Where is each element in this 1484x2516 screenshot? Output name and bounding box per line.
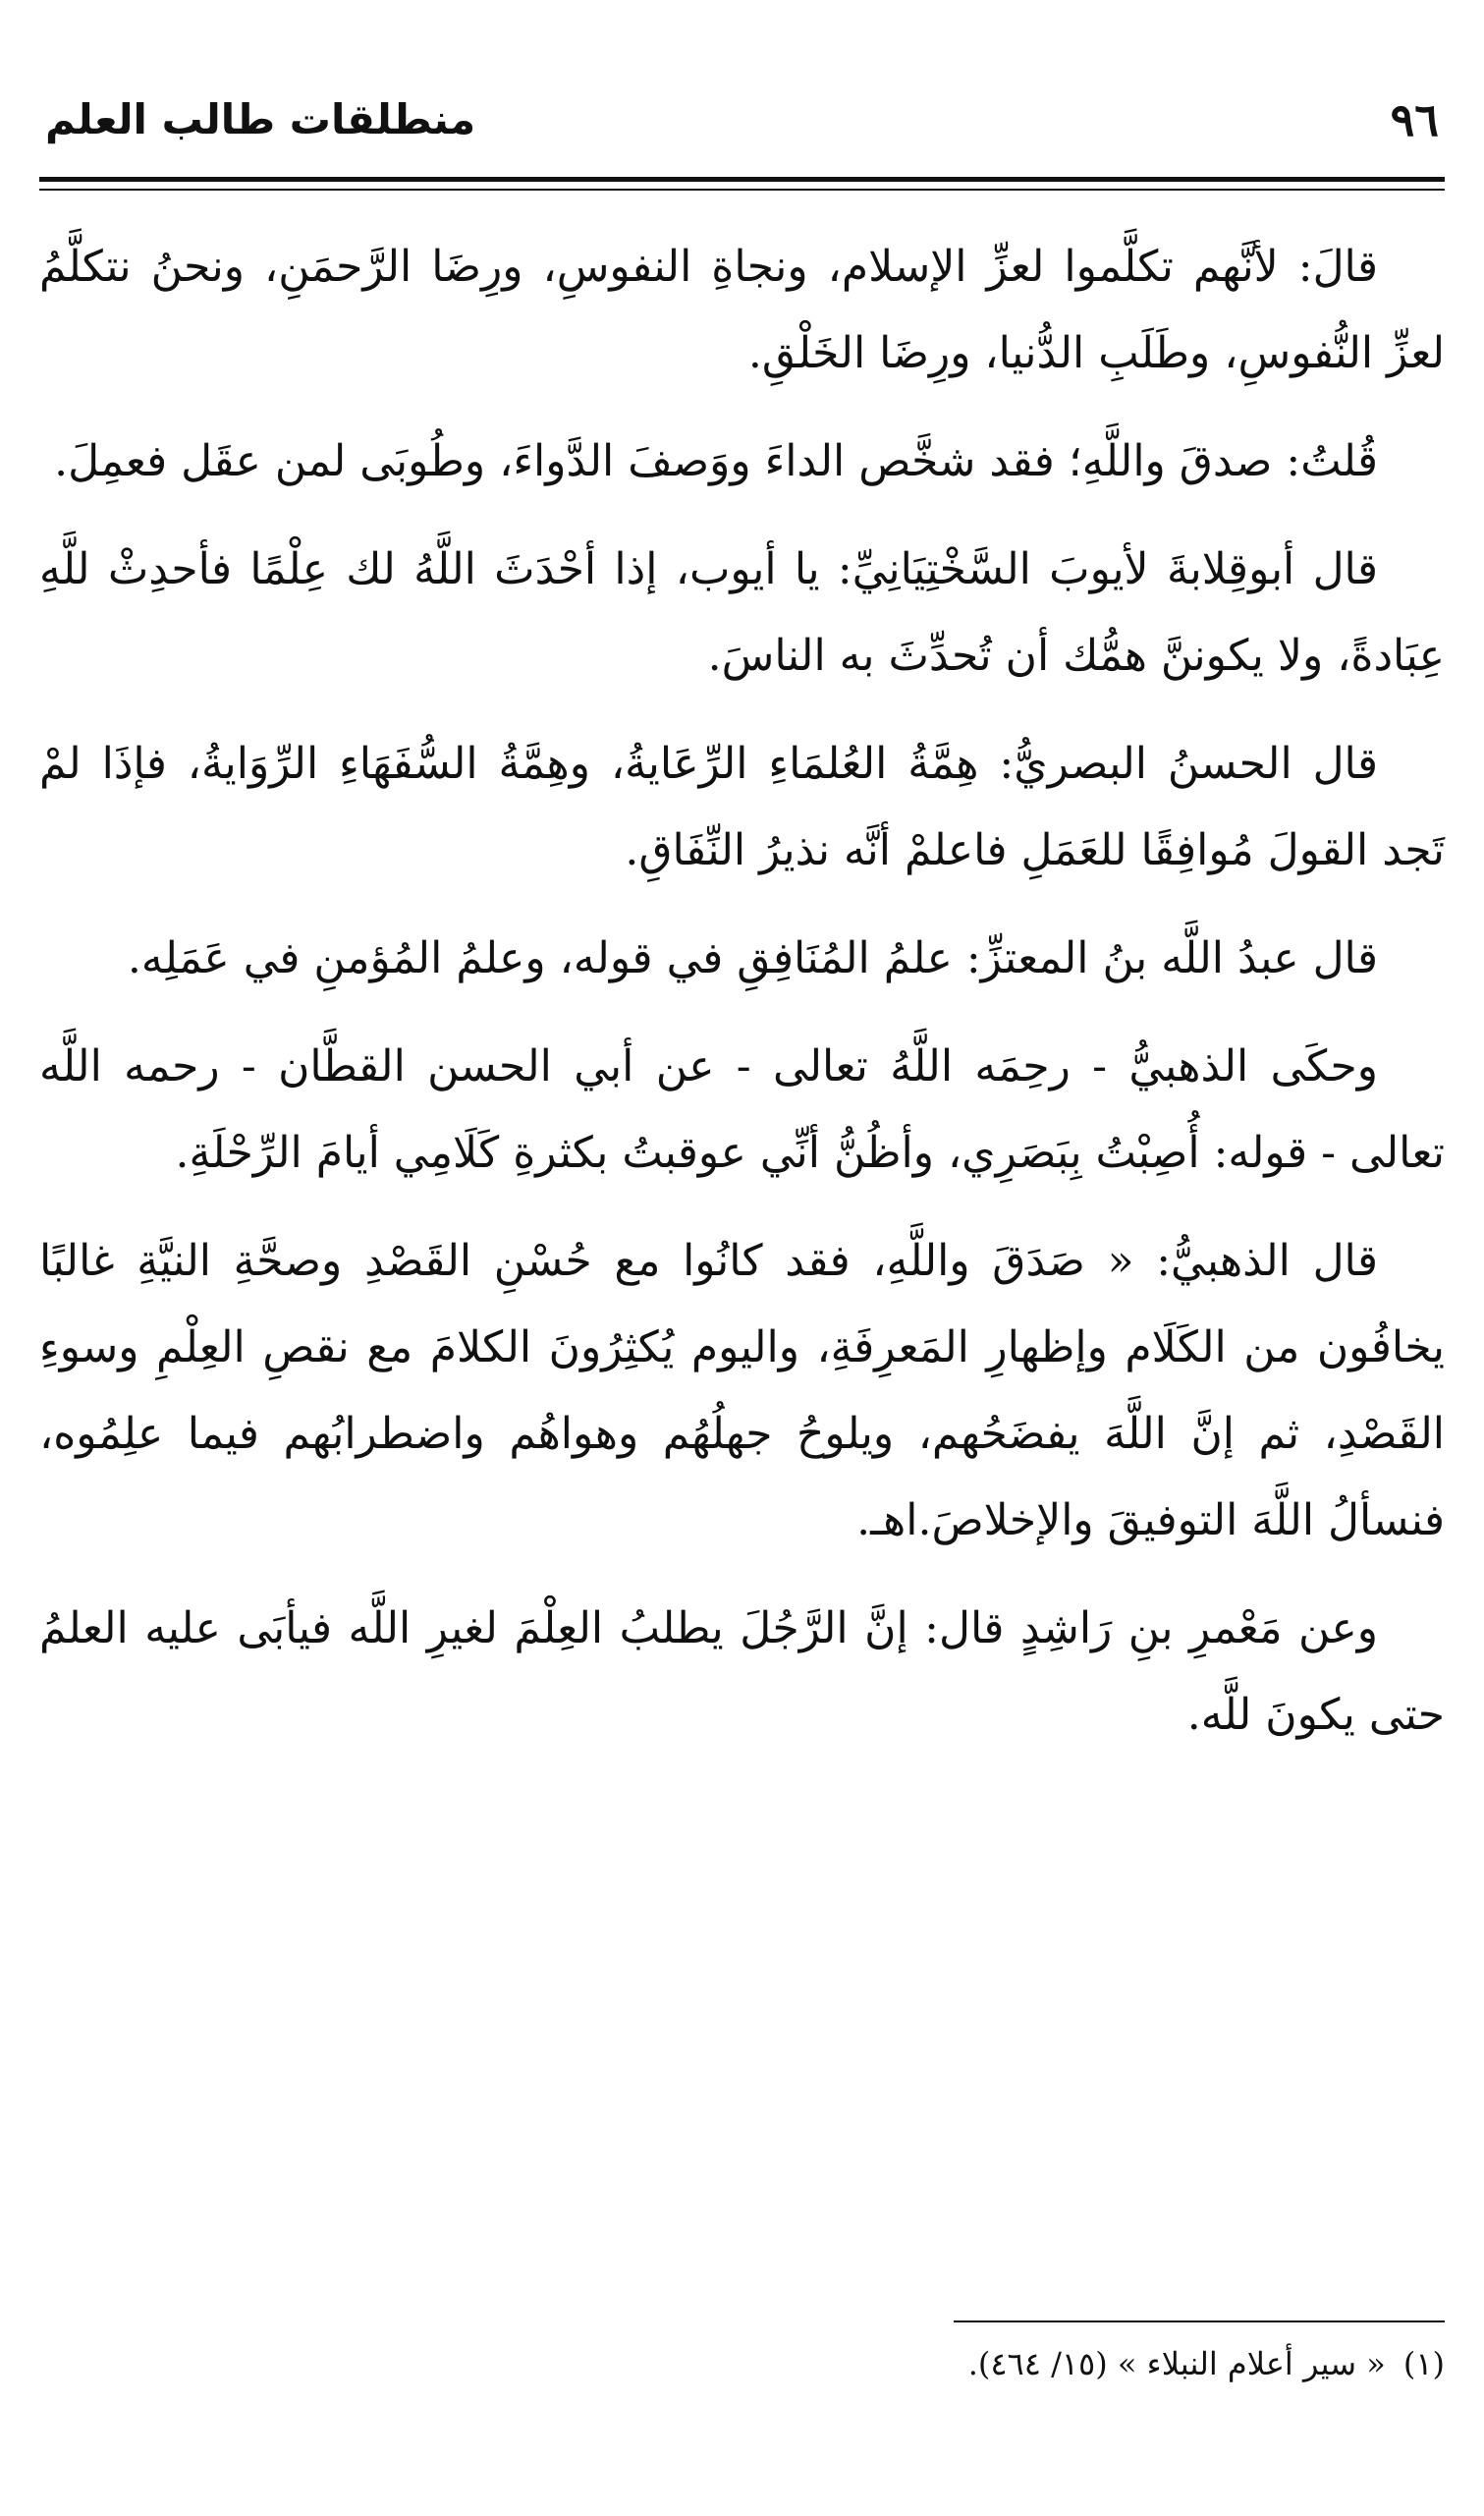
page-header bbox=[39, 93, 1445, 162]
page-number: ٩٦ bbox=[1390, 93, 1439, 146]
footnote-marker: (١) bbox=[1402, 2345, 1445, 2382]
paragraph-1: قالَ: لأنَّهم تكلَّموا لعزِّ الإسلام، ونجاةِ النفوسِ، ورِضَا الرَّحمَنِ، ونحنُ نتكلَّمُ لعزِّ النُّفوسِ، وطَلَبِ الدُّنيا، ورِضَا الخَلْقِ. bbox=[39, 242, 1445, 378]
paragraph-2: قُلتُ: صدقَ واللَّهِ؛ فقد شخَّص الداءَ ووَصفَ الدَّواءَ، وطُوبَى لمن عقَل فعمِلَ. bbox=[54, 436, 1378, 486]
header-rule-thin bbox=[39, 189, 1445, 191]
running-title: منطلقات طالب العلم bbox=[45, 95, 476, 143]
paragraph-4: قال الحسنُ البصريُّ: هِمَّةُ العُلمَاءِ الرِّعَايةُ، وهِمَّةُ السُّفَهَاءِ الرِّوَايةُ، فإذَا لمْ تَجد القولَ مُوافِقًا للعَمَلِ فاعلمْ أنَّه نذيرُ النِّفَاقِ. bbox=[39, 739, 1445, 875]
footnote-text: « سير أعلام النبلاء » (١٥/ ٤٦٤). bbox=[967, 2345, 1386, 2382]
paragraph-6: وحكَى الذهبيُّ - رحِمَه اللَّهُ تعالى - عن أبي الحسن القطَّان - رحمه اللَّه تعالى - قوله: أُصِبْتُ بِبَصَرِي، وأظُنُّ أنِّي عوقبتُ بكثرةِ كَلَامِي أيامَ الرِّحْلَةِ. bbox=[39, 1041, 1445, 1178]
paragraph-8: وعن مَعْمرِ بنِ رَاشِدٍ قال: إنَّ الرَّجُلَ يطلبُ العِلْمَ لغيرِ اللَّه فيأبَى عليه العلمُ حتى يكونَ للَّه. bbox=[39, 1603, 1445, 1740]
footnote-rule bbox=[954, 2320, 1445, 2322]
paragraph-3: قال أبوقِلابةَ لأيوبَ السَّخْتِيَانِيِّ: يا أيوب، إذا أحْدَثَ اللَّهُ لك عِلْمًا فأحدِثْ للَّهِ عِبَادةً، ولا يكوننَّ همُّك أن تُحدِّثَ به الناسَ. bbox=[39, 544, 1445, 681]
paragraph-7: قال الذهبيُّ: « صَدَقَ واللَّهِ، فقد كانُوا مع حُسْنِ القَصْدِ وصحَّةِ النيَّةِ غالبًا يخافُون من الكَلَام وإظهارِ المَعرِفَةِ، واليوم يُكثِرُونَ الكلامَ مع نقصِ العِلْمِ وسوءِ القَصْدِ، ثم إنَّ اللَّهَ يفضَحُهم، ويلوحُ جهلُهُم وهواهُم واضطرابُهم فيما علِمُوه، فنسألُ اللَّهَ التوفيقَ والإخلاصَ.اهـ. bbox=[39, 1236, 1445, 1545]
header-rule-thick bbox=[39, 177, 1445, 182]
paragraph-5: قال عبدُ اللَّه بنُ المعتزِّ: علمُ المُنَافِقِ في قوله، وعلمُ المُؤمنِ في عَمَلِه. bbox=[127, 933, 1378, 983]
footnote bbox=[39, 2336, 1445, 2391]
main-text bbox=[39, 224, 1445, 1780]
